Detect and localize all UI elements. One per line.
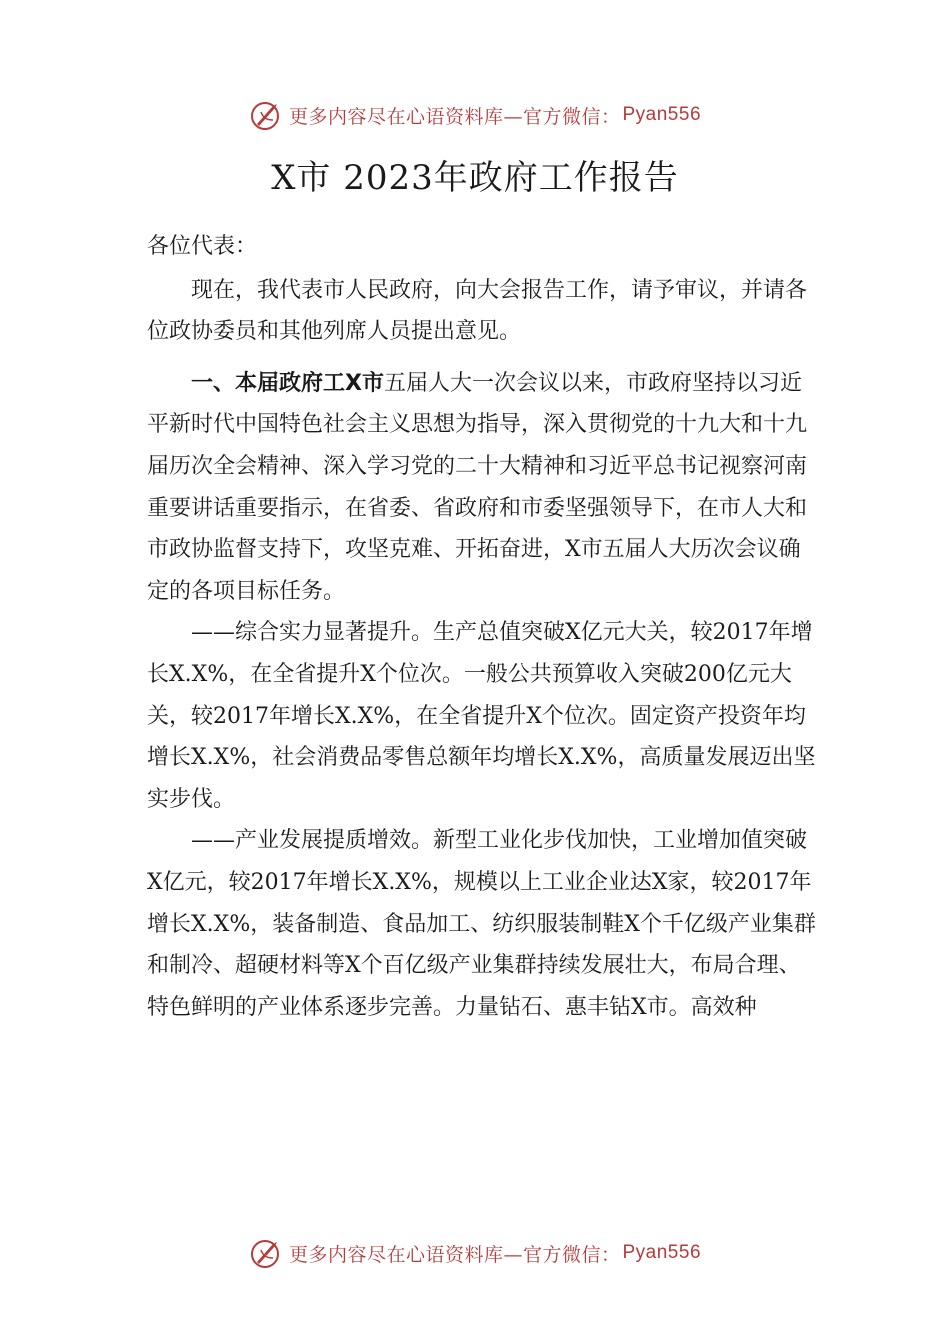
watermark-header (0, 95, 950, 135)
comprehensive-strength-paragraph: ——综合实力显著提升。生产总值突破X亿元大关，较2017年增长X.X%，在全省提升X个位次。一般公共预算收入突破200亿元大关，较2017年增长X.X%，在全省提升X个位次。固定资产投资年均增长X.X%，社会消费品零售总额年均增长X.X%，高质量发展迈出坚实步伐。 (147, 620, 816, 812)
watermark-text: 更多内容尽在心语资料库—官方微信： (288, 105, 621, 128)
watermark-text: 更多内容尽在心语资料库—官方微信： (288, 1243, 621, 1266)
intro-paragraph: 现在，我代表市人民政府，向大会报告工作，请予审议，并请各位政协委员和其他列席人员提出意见。 (147, 277, 808, 345)
quill-logo-icon (249, 1236, 283, 1270)
section-1-paragraph (147, 363, 817, 613)
watermark-wechat-id: Pyan556 (622, 104, 702, 125)
watermark-wechat-id: Pyan556 (622, 1242, 702, 1263)
watermark-footer (0, 1233, 950, 1273)
industry-development-paragraph: ——产业发展提质增效。新型工业化步伐加快，工业增加值突破X亿元，较2017年增长X.X%，规模以上工业企业达X家，较2017年增长X.X%，装备制造、食品加工、纺织服装制鞋X个千亿级产业集群和制冷、超硬材料等X个百亿级产业集群持续发展壮大，布局合理、特色鲜明的产业体系逐步完善。力量钻石、惠丰钻X市。高效种 (147, 828, 816, 1020)
quill-logo-icon (249, 98, 283, 132)
section-1-heading: 一、本届政府工X市 (191, 370, 384, 396)
document-title: X市 2023年政府工作报告 (271, 158, 679, 198)
document-body (147, 226, 817, 1028)
section-1-body: 五届人大一次会议以来，市政府坚持以习近平新时代中国特色社会主义思想为指导，深入贯彻党的十九大和十九届历次全会精神、深入学习党的二十大精神和习近平总书记视察河南重要讲话重要指示，在省委、省政府和市委坚强领导下，在市人大和市政协监督支持下，攻坚克难、开拓奋进，X市五届人大历次会议确定的各项目标任务。 (147, 370, 808, 604)
salutation: 各位代表： (147, 234, 258, 259)
